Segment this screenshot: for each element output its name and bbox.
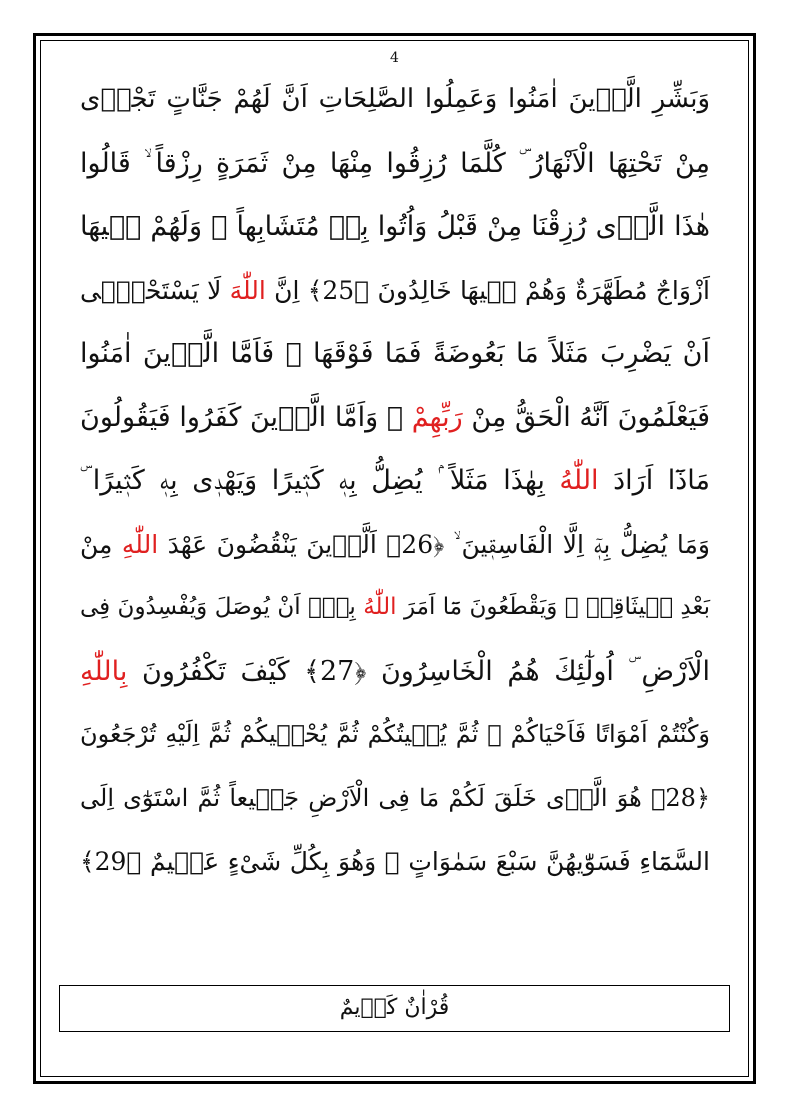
verse-text: السَّمَٓاءِ فَسَوّٰيهُنَّ سَبْعَ سَمٰوَاتٍ ۜ وَهُوَ بِكُلِّ شَىْءٍ عَلٖيمٌ ﴿29﴾ [80,847,710,876]
divine-name-text: اللّٰهَ [229,275,266,305]
verse-line [80,576,710,640]
verse-line [80,640,710,704]
verse-text: لَا يَسْتَحْيٖٓى [80,275,230,305]
verse-line [80,132,710,196]
divine-name-text: بِاللّٰهِ [80,655,128,687]
verse-line [80,195,710,259]
divine-name-text: رَبِّهِمْ [411,401,463,433]
footer-title: قُرْاٰنٌ كَرٖيمٌ [59,985,730,1032]
verse-text: وَمَا يُضِلُّ بِهٖٓ اِلَّا الْفَاسِقٖينَ ۙ ﴿26﴾ اَلَّذٖينَ يَنْقُضُونَ عَهْدَ [158,529,710,559]
verse-text: وَبَشِّرِ الَّذٖينَ اٰمَنُوا وَعَمِلُوا الصَّلِحَاتِ اَنَّ لَهُمْ جَنَّاتٍ تَجْرٖى [80,84,710,114]
verse-text: ۚ وَاَمَّا الَّذٖينَ كَفَرُوا فَيَقُولُونَ [80,401,412,433]
verse-line [80,322,710,386]
verse-line [80,386,710,450]
verse-line [80,767,710,831]
verse-line [80,703,710,767]
verse-text: بَعْدِ مٖيثَاقِهٖ ۖ وَيَقْطَعُونَ مَٓا اَمَرَ [396,594,710,620]
verse-text: بِهٰذَا مَثَلاً ۢ يُضِلُّ بِهٖ كَثٖيرًا وَيَهْدٖى بِهٖ كَثٖيرًا ۜ [80,465,560,496]
divine-name-text: اللّٰهُ [559,465,599,496]
verse-text: اَزْوَاجٌ مُطَهَّرَةٌ وَهُمْ فٖيهَا خَالِدُونَ ﴿25﴾ اِنَّ [265,275,710,305]
verse-line [80,449,710,513]
verse-line [80,259,710,323]
verse-line [80,68,710,132]
verse-text-block [80,68,710,894]
verse-text: بِهٖٓ اَنْ يُوصَلَ وَيُفْسِدُونَ فِى [80,594,364,620]
verse-line [80,513,710,577]
verse-text: وَكُنْتُمْ اَمْوَاتًا فَاَحْيَاكُمْ ۚ ثُمَّ يُمٖيتُكُمْ ثُمَّ يُحْيٖيكُمْ ثُمَّ اِلَيْهِ تُرْجَعُونَ [80,720,710,748]
verse-text: مِنْ [80,529,122,559]
verse-text: فَيَعْلَمُونَ اَنَّهُ الْحَقُّ مِنْ [462,401,710,433]
divine-name-text: اللّٰهُ [363,594,397,620]
verse-text: اَنْ يَضْرِبَ مَثَلاً مَا بَعُوضَةً فَمَا فَوْقَهَا ۜ فَاَمَّا الَّذٖينَ اٰمَنُوا [80,338,710,369]
divine-name-text: اللّٰهِ [121,529,159,559]
verse-text: مِنْ تَحْتِهَا الْاَنْهَارُ ۜ كُلَّمَا رُزِقُوا مِنْهَا مِنْ ثَمَرَةٍ رِزْقاً ۙ قَالُوا [80,147,710,179]
verse-text: ﴿28﴾ هُوَ الَّذٖى خَلَقَ لَكُمْ مَا فِى الْاَرْضِ جَمٖيعاً ثُمَّ اسْتَوٰٓى اِلَى [80,783,711,812]
verse-text: هٰذَا الَّذٖى رُزِقْنَا مِنْ قَبْلُ وَاُتُوا بِهٖ مُتَشَابِهاً ۜ وَلَهُمْ فٖيهَا [80,211,710,242]
verse-text: مَاذَٓا اَرَادَ [598,465,710,496]
verse-line [80,830,710,894]
page-number: 4 [390,50,399,66]
verse-text: الْاَرْضِ ۜ اُولٰٓئِكَ هُمُ الْخَاسِرُونَ ﴿27﴾ كَيْفَ تَكْفُرُونَ [127,655,710,687]
